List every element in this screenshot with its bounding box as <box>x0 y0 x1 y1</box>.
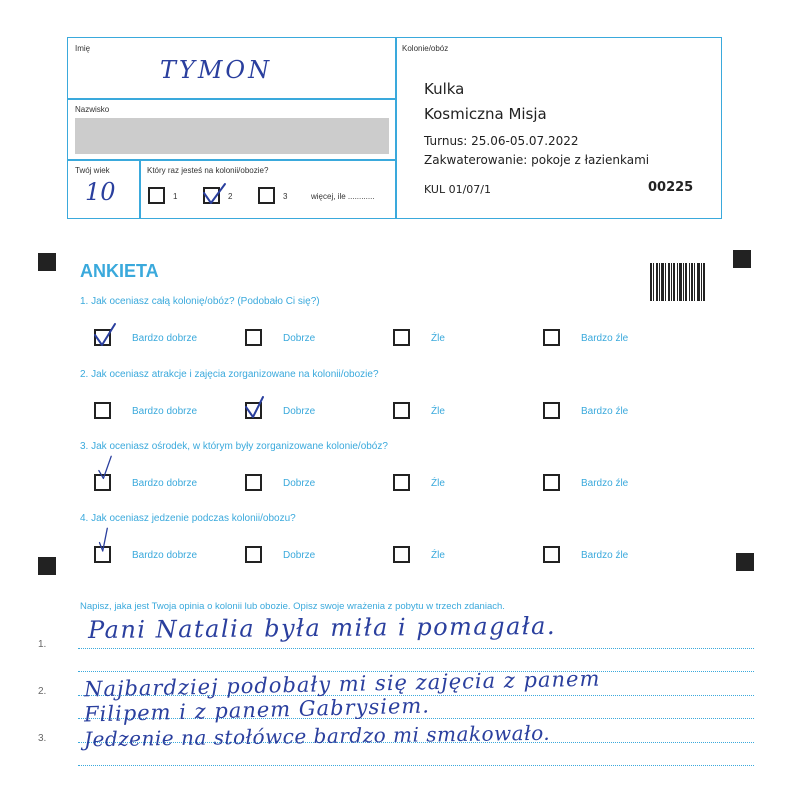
q2-option-bardzo-zle: Bardzo źle <box>581 406 629 417</box>
q2-checkbox-bardzo-dobrze[interactable] <box>94 402 111 419</box>
question-1: 1. Jak oceniasz całą kolonię/obóz? (Podobało Ci się?) <box>80 296 320 307</box>
header-divider-2 <box>67 159 396 161</box>
check-mark-icon <box>201 181 229 207</box>
line-number-2: 2. <box>38 686 47 697</box>
registration-marker-top-left <box>38 253 56 271</box>
check-mark-icon <box>92 455 120 481</box>
q4-option-dobrze: Dobrze <box>283 550 316 561</box>
ktory-raz-option-2: 2 <box>228 192 233 201</box>
ktory-raz-option-3: 3 <box>283 192 288 201</box>
barcode-icon <box>650 263 705 301</box>
q3-option-zle: Źle <box>431 478 445 489</box>
q2-checkbox-zle[interactable] <box>393 402 410 419</box>
age-divider <box>139 159 141 219</box>
q2-option-bardzo-dobrze: Bardzo dobrze <box>132 406 198 417</box>
registration-marker-bottom-left <box>38 557 56 575</box>
handwriting-line-2: Najbardziej podobały mi się zajęcia z panem <box>83 666 601 702</box>
handwriting-line-1: Pani Natalia była miła i pomagała. <box>87 611 557 645</box>
header-divider-vertical <box>395 37 397 219</box>
q3-checkbox-zle[interactable] <box>393 474 410 491</box>
q4-checkbox-bardzo-zle[interactable] <box>543 546 560 563</box>
q3-option-bardzo-zle: Bardzo źle <box>581 478 629 489</box>
kolonie-label: Kolonie/obóz <box>402 44 449 53</box>
q4-option-bardzo-dobrze: Bardzo dobrze <box>132 550 198 561</box>
question-3: 3. Jak oceniasz ośrodek, w którym były zorganizowane kolonie/obóz? <box>80 441 388 452</box>
line-number-3: 3. <box>38 733 47 744</box>
q2-option-zle: Źle <box>431 406 445 417</box>
turnus: Turnus: 25.06-05.07.2022 <box>424 134 579 148</box>
ktory-raz-option-1: 1 <box>173 192 178 201</box>
wiek-label: Twój wiek <box>75 166 110 175</box>
kolonia-theme: Kosmiczna Misja <box>424 105 547 123</box>
q1-option-dobrze: Dobrze <box>283 333 316 344</box>
question-4: 4. Jak oceniasz jedzenie podczas kolonii/obozu? <box>80 513 296 524</box>
q3-option-dobrze: Dobrze <box>283 478 316 489</box>
check-mark-icon <box>243 395 271 421</box>
survey-title: ANKIETA <box>80 261 159 281</box>
q2-option-dobrze: Dobrze <box>283 406 316 417</box>
q1-checkbox-zle[interactable] <box>393 329 410 346</box>
kolonia-name: Kulka <box>424 80 465 98</box>
ktory-raz-checkbox-1[interactable] <box>148 187 165 204</box>
wiek-value: 10 <box>85 178 116 206</box>
zakwaterowanie: Zakwaterowanie: pokoje z łazienkami <box>424 153 650 167</box>
q1-option-bardzo-dobrze: Bardzo dobrze <box>132 333 198 344</box>
ktory-raz-label: Który raz jesteś na kolonii/obozie? <box>147 166 269 175</box>
q4-option-bardzo-zle: Bardzo źle <box>581 550 629 561</box>
handwriting-line-3: Filipem i z panem Gabrysiem. <box>83 693 431 727</box>
opinion-prompt: Napisz, jaka jest Twoja opinia o kolonii lub obozie. Opisz swoje wrażenia z pobytu w trzech zdaniach. <box>80 601 505 612</box>
q4-checkbox-dobrze[interactable] <box>245 546 262 563</box>
nazwisko-label: Nazwisko <box>75 105 110 114</box>
registration-marker-top-right <box>733 250 751 268</box>
check-mark-icon <box>92 527 120 553</box>
form-number: 00225 <box>648 180 694 195</box>
ktory-raz-option-more: więcej, ile ............ <box>311 192 375 201</box>
q2-checkbox-bardzo-zle[interactable] <box>543 402 560 419</box>
question-2: 2. Jak oceniasz atrakcje i zajęcia zorganizowane na kolonii/obozie? <box>80 369 379 380</box>
ktory-raz-checkbox-3[interactable] <box>258 187 275 204</box>
kolonia-code: KUL 01/07/1 <box>424 183 491 196</box>
q1-option-bardzo-zle: Bardzo źle <box>581 333 629 344</box>
q4-checkbox-zle[interactable] <box>393 546 410 563</box>
writing-line-1 <box>78 648 754 649</box>
q1-option-zle: Źle <box>431 333 445 344</box>
header-divider-1 <box>67 98 396 100</box>
writing-line-3b <box>78 765 754 766</box>
check-mark-icon <box>92 322 120 348</box>
line-number-1: 1. <box>38 639 47 650</box>
handwriting-line-4: Jedzenie na stołówce bardzo mi smakowało. <box>83 720 551 752</box>
q3-option-bardzo-dobrze: Bardzo dobrze <box>132 478 198 489</box>
nazwisko-redacted <box>75 118 389 154</box>
imie-label: Imię <box>75 44 91 53</box>
q3-checkbox-bardzo-zle[interactable] <box>543 474 560 491</box>
q1-checkbox-bardzo-zle[interactable] <box>543 329 560 346</box>
imie-value: TYMON <box>160 56 273 84</box>
q4-option-zle: Źle <box>431 550 445 561</box>
q3-checkbox-dobrze[interactable] <box>245 474 262 491</box>
q1-checkbox-dobrze[interactable] <box>245 329 262 346</box>
registration-marker-bottom-right <box>736 553 754 571</box>
